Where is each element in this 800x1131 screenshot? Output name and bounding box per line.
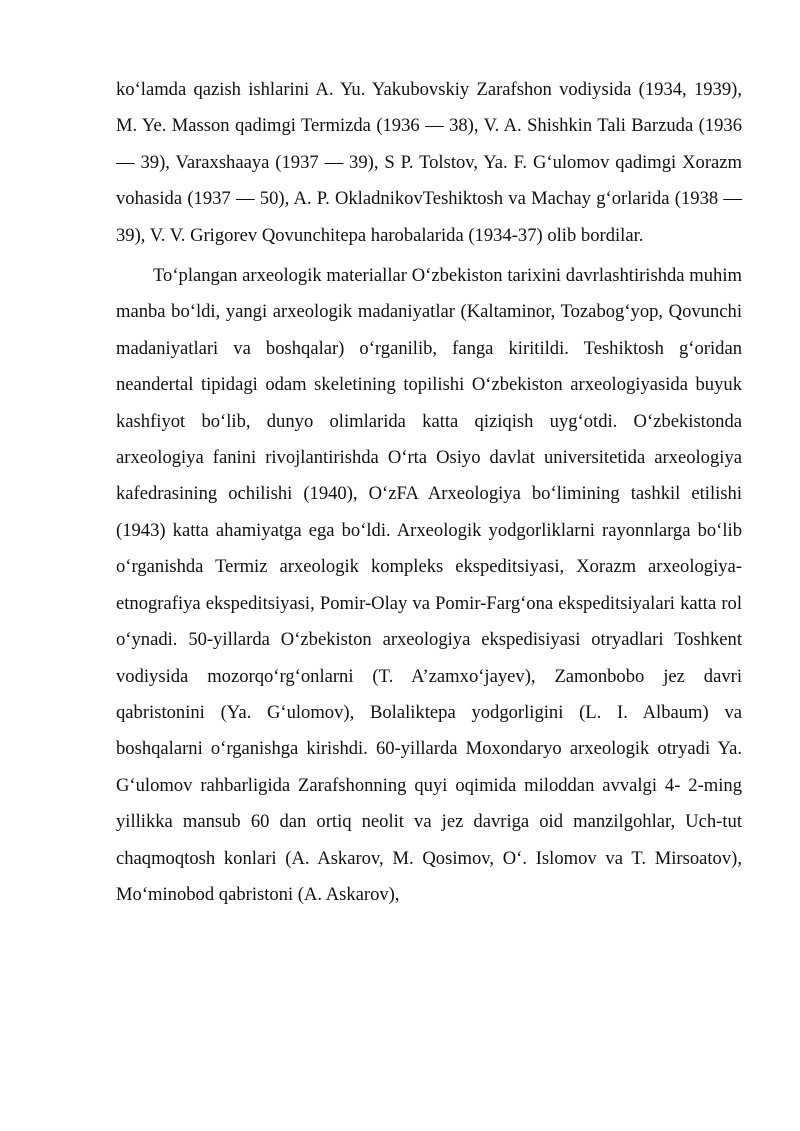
document-page (116, 72, 742, 913)
paragraph-excavations: ko‘lamda qazish ishlarini A. Yu. Yakubovskiy Zarafshon vodiysida (1934, 1939), M. Ye. Masson qadimgi Termizda (1936 — 38), V. A. Shishkin Tali Barzuda (1936 — 39), Varaxshaaya (1937 — 39), S P. Tolstov, Ya. F. G‘ulomov qadimgi Xorazm vohasida (1937 — 50), A. P. OkladnikovTeshiktosh va Machay g‘orlarida (1938 — 39), V. V. Grigorev Qovunchitepa harobalarida (1934-37) olib bordilar. (116, 79, 742, 246)
paragraph-materials: To‘plangan arxeologik materiallar O‘zbekiston tarixini davrlashtirishda muhim manba bo‘ldi, yangi arxeologik madaniyatlar (Kaltaminor, Tozabog‘yop, Qovunchi madaniyatlari va boshqalar) o‘rganilib, fanga kiritildi. Teshiktosh g‘oridan neandertal tipidagi odam skeletining topilishi O‘zbekiston arxeologiyasida buyuk kashfiyot bo‘lib, dunyo olimlarida katta qiziqish uyg‘otdi. O‘zbekistonda arxeologiya fanini rivojlantirishda O‘rta Osiyo davlat universitetida arxeologiya kafedrasining ochilishi (1940), O‘zFA Arxeologiya bo‘limining tashkil etilishi (1943) katta ahamiyatga ega bo‘ldi. Arxeologik yodgorliklarni rayonnlarga bo‘lib o‘rganishda Termiz arxeologik kompleks ekspeditsiyasi, Xorazm arxeologiya-etnografiya ekspeditsiyasi, Pomir-Olay va Pomir-Farg‘ona ekspeditsiyalari katta rol o‘ynadi. 50-yillarda O‘zbekiston arxeologiya ekspedisiyasi otryadlari Toshkent vodiysida mozorqo‘rg‘onlarni (T. A’zamxo‘jayev), Zamonbobo jez davri qabristonini (Ya. G‘ulomov), Bolaliktepa yodgorligini (L. I. Albaum) va boshqalarni o‘rganishga kirishdi. 60-yillarda Moxondaryo arxeologik otryadi Ya. G‘ulomov rahbarligida Zarafshonning quyi oqimida miloddan avvalgi 4- 2-ming yillikka mansub 60 dan ortiq neolit va jez davriga oid manzilgohlar, Uch-tut chaqmoqtosh konlari (A. Askarov, M. Qosimov, O‘. Islomov va T. Mirsoatov), Mo‘minobod qabristoni (A. Askarov), (116, 265, 742, 905)
